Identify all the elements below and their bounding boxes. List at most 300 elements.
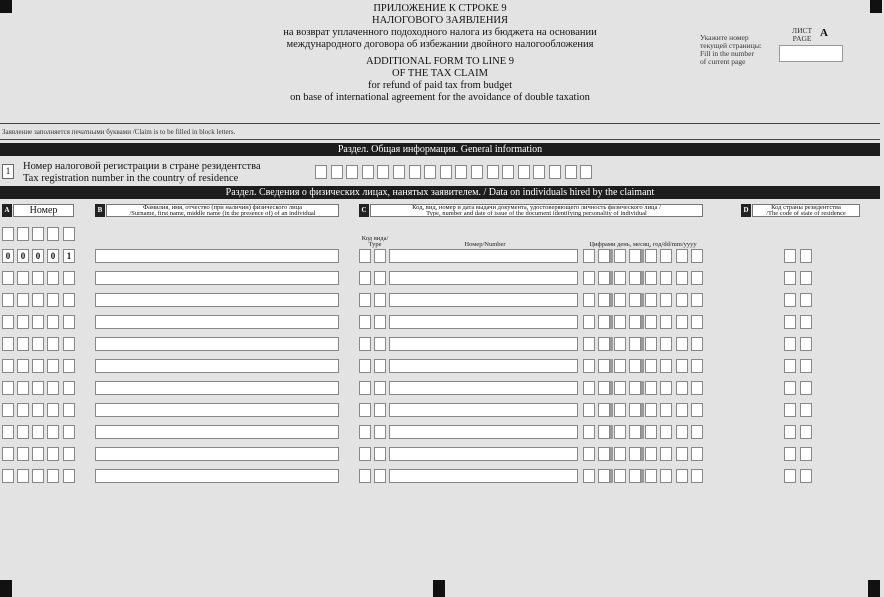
row-doc-date-cell[interactable] — [614, 381, 626, 395]
row-doc-date-cell[interactable] — [583, 381, 595, 395]
row-doc-date-cell[interactable] — [629, 381, 641, 395]
row-doc-date-cell[interactable] — [614, 293, 626, 307]
col-d-label-en: /The code of state of residence — [766, 210, 846, 217]
row-doc-number-field[interactable] — [389, 249, 578, 263]
title-en-line-1: ADDITIONAL FORM TO LINE 9 — [366, 56, 514, 67]
sub-date-label: Цифрами день, месяц, год/dd/mm/yyyy — [589, 241, 697, 248]
row-date-separator — [641, 381, 644, 395]
row-number-cell[interactable] — [2, 337, 14, 351]
row-country-code-cell[interactable] — [800, 249, 812, 263]
row-country-code-cell[interactable] — [784, 447, 796, 461]
fill-note: Заявление заполняется печатными буквами /Claim is to be filled in block letters. — [2, 128, 236, 136]
row-doc-date-cell[interactable] — [598, 271, 610, 285]
row-number-cell[interactable] — [63, 337, 75, 351]
section1-title: Раздел. Общая информация. General information — [0, 143, 880, 156]
page-number-note — [700, 34, 762, 66]
row-number-cell[interactable] — [63, 359, 75, 373]
row-doc-date-cell[interactable] — [691, 425, 703, 439]
section2-title: Раздел. Сведения о физических лицах, нанятых заявителем. / Data on individuals hired by the claimant — [0, 186, 880, 199]
row-date-separator — [641, 271, 644, 285]
row-country-code-cell[interactable] — [800, 425, 812, 439]
row-doc-number-field[interactable] — [389, 403, 578, 417]
row-doc-date-cell[interactable] — [660, 249, 672, 263]
row-doc-date-cell[interactable] — [583, 425, 595, 439]
row-number-cell[interactable] — [63, 447, 75, 461]
row-name-field[interactable] — [95, 359, 339, 373]
row-number-cell[interactable] — [47, 227, 59, 241]
row-doc-type-cell[interactable] — [359, 337, 371, 351]
row-number-cell[interactable] — [2, 447, 14, 461]
row-country-code-cell[interactable] — [800, 403, 812, 417]
row-doc-date-cell[interactable] — [691, 381, 703, 395]
row-doc-date-cell[interactable] — [645, 293, 657, 307]
row-name-field[interactable] — [95, 249, 339, 263]
row-doc-date-cell[interactable] — [598, 337, 610, 351]
row-country-code-cell[interactable] — [784, 359, 796, 373]
row-doc-type-cell[interactable] — [359, 271, 371, 285]
row-doc-date-cell[interactable] — [598, 447, 610, 461]
row-doc-date-cell[interactable] — [645, 403, 657, 417]
page-label — [792, 27, 812, 43]
row-doc-date-cell[interactable] — [629, 447, 641, 461]
col-c-label-en: Type, number and date of issue of the document identifying personality of individual — [426, 210, 647, 217]
row-doc-date-cell[interactable] — [676, 425, 688, 439]
tax-number-cell[interactable] — [565, 165, 577, 179]
row-number-cell[interactable]: 0 — [47, 249, 59, 263]
title-en-line-4: on base of international agreement for the avoidance of double taxation — [290, 92, 590, 103]
col-b-label-en: /Surname, first name, middle name (in the presence of) of an individual — [129, 210, 316, 217]
row-doc-date-cell[interactable] — [614, 447, 626, 461]
row-doc-type-cell[interactable] — [374, 249, 386, 263]
row-doc-date-cell[interactable] — [691, 403, 703, 417]
row-date-separator — [641, 293, 644, 307]
row-country-code-cell[interactable] — [800, 447, 812, 461]
row-doc-date-cell[interactable] — [583, 315, 595, 329]
row-doc-date-cell[interactable] — [691, 447, 703, 461]
row-doc-date-cell[interactable] — [676, 249, 688, 263]
page-number-input[interactable] — [779, 45, 843, 62]
sub-type-ru: Код вида/ — [361, 235, 389, 242]
row-country-code-cell[interactable] — [800, 469, 812, 483]
row-doc-date-cell[interactable] — [645, 337, 657, 351]
row-doc-date-cell[interactable] — [691, 359, 703, 373]
row-number-cell[interactable] — [2, 271, 14, 285]
row-doc-date-cell[interactable] — [691, 469, 703, 483]
row-number-cell[interactable] — [17, 359, 29, 373]
row-number-cell[interactable] — [47, 359, 59, 373]
row-number-cell[interactable]: 0 — [17, 249, 29, 263]
page-note-line-4: of current page — [700, 57, 746, 66]
row-number-cell[interactable] — [47, 381, 59, 395]
row-name-field[interactable] — [95, 403, 339, 417]
tax-number-cell[interactable] — [580, 165, 592, 179]
row-doc-number-field[interactable] — [389, 293, 578, 307]
row-number-cell[interactable] — [32, 403, 44, 417]
tax-number-cell[interactable] — [549, 165, 561, 179]
title-ru-line-1: ПРИЛОЖЕНИЕ К СТРОКЕ 9 — [373, 3, 507, 14]
field1-label-ru: Номер налоговой регистрации в стране резидентства — [23, 161, 261, 172]
row-doc-date-cell[interactable] — [660, 293, 672, 307]
tax-number-cell[interactable] — [502, 165, 514, 179]
row-doc-date-cell[interactable] — [645, 315, 657, 329]
row-doc-date-cell[interactable] — [583, 403, 595, 417]
row-doc-type-cell[interactable] — [374, 315, 386, 329]
row-country-code-cell[interactable] — [800, 381, 812, 395]
row-doc-date-cell[interactable] — [676, 337, 688, 351]
row-country-code-cell[interactable] — [784, 315, 796, 329]
col-d-letter: D — [741, 204, 751, 217]
row-number-cell[interactable] — [2, 425, 14, 439]
row-doc-date-cell[interactable] — [676, 381, 688, 395]
row-date-separator — [610, 359, 613, 373]
col-c-label — [370, 204, 703, 217]
row-doc-date-cell[interactable] — [660, 337, 672, 351]
row-date-separator — [610, 337, 613, 351]
row-number-cell[interactable] — [17, 337, 29, 351]
row-country-code-cell[interactable] — [800, 359, 812, 373]
sub-number-label: Номер/Number — [464, 241, 506, 248]
title-ru-line-2: НАЛОГОВОГО ЗАЯВЛЕНИЯ — [371, 15, 509, 26]
row-doc-date-cell[interactable] — [645, 425, 657, 439]
row-country-code-cell[interactable] — [784, 425, 796, 439]
row-doc-date-cell[interactable] — [583, 271, 595, 285]
row-number-cell[interactable] — [63, 381, 75, 395]
registration-mark-top-left — [0, 0, 12, 13]
row-doc-date-cell[interactable] — [629, 293, 641, 307]
row-number-cell[interactable] — [32, 271, 44, 285]
row-doc-date-cell[interactable] — [660, 315, 672, 329]
tax-number-cell[interactable] — [315, 165, 327, 179]
row-doc-date-cell[interactable] — [583, 469, 595, 483]
row-doc-date-cell[interactable] — [629, 337, 641, 351]
row-number-cell[interactable] — [17, 293, 29, 307]
page-label-en: PAGE — [792, 34, 812, 43]
row-doc-date-cell[interactable] — [583, 359, 595, 373]
row-date-separator — [641, 469, 644, 483]
row-country-code-cell[interactable] — [784, 271, 796, 285]
row-doc-number-field[interactable] — [389, 425, 578, 439]
row-country-code-cell[interactable] — [800, 293, 812, 307]
row-number-cell[interactable] — [2, 293, 14, 307]
row-doc-date-cell[interactable] — [660, 403, 672, 417]
row-doc-type-cell[interactable] — [359, 315, 371, 329]
row-doc-type-cell[interactable] — [374, 425, 386, 439]
row-doc-date-cell[interactable] — [645, 469, 657, 483]
row-doc-date-cell[interactable] — [691, 337, 703, 351]
row-name-field[interactable] — [95, 469, 339, 483]
row-doc-type-cell[interactable] — [359, 293, 371, 307]
tax-number-cell[interactable] — [393, 165, 405, 179]
row-doc-date-cell[interactable] — [676, 469, 688, 483]
col-b-letter: B — [95, 204, 105, 217]
page-note-line-3: Fill in the number — [700, 49, 754, 58]
row-doc-number-field[interactable] — [389, 447, 578, 461]
row-number-cell[interactable] — [17, 469, 29, 483]
row-doc-date-cell[interactable] — [614, 337, 626, 351]
row-doc-date-cell[interactable] — [629, 271, 641, 285]
page-note-line-1: Укажите номер — [700, 33, 749, 42]
row-number-cell[interactable] — [47, 271, 59, 285]
row-doc-date-cell[interactable] — [598, 381, 610, 395]
sub-type-en: Type — [368, 241, 382, 248]
row-date-separator — [610, 271, 613, 285]
tax-number-cell[interactable] — [377, 165, 389, 179]
title-en-line-2: OF THE TAX CLAIM — [392, 68, 488, 79]
row-doc-date-cell[interactable] — [660, 469, 672, 483]
row-number-cell[interactable] — [32, 447, 44, 461]
row-name-field[interactable] — [95, 425, 339, 439]
row-number-cell[interactable] — [47, 447, 59, 461]
row-number-cell[interactable] — [47, 315, 59, 329]
row-doc-date-cell[interactable] — [614, 425, 626, 439]
row-doc-type-cell[interactable] — [374, 271, 386, 285]
row-doc-type-cell[interactable] — [374, 293, 386, 307]
row-doc-number-field[interactable] — [389, 469, 578, 483]
row-doc-number-field[interactable] — [389, 315, 578, 329]
row-number-cell[interactable] — [47, 425, 59, 439]
field1-number: 1 — [2, 164, 14, 179]
row-number-cell[interactable] — [47, 293, 59, 307]
row-doc-date-cell[interactable] — [598, 315, 610, 329]
row-number-cell[interactable] — [2, 359, 14, 373]
row-doc-date-cell[interactable] — [691, 249, 703, 263]
col-c-letter: C — [359, 204, 369, 217]
row-doc-date-cell[interactable] — [598, 249, 610, 263]
row-doc-date-cell[interactable] — [598, 403, 610, 417]
row-country-code-cell[interactable] — [800, 315, 812, 329]
page-letter: A — [820, 27, 828, 39]
row-date-separator — [641, 359, 644, 373]
col-d-label-ru: Код страны резидентства — [771, 204, 841, 211]
col-a-letter: A — [2, 204, 12, 217]
row-name-field[interactable] — [95, 271, 339, 285]
row-doc-type-cell[interactable] — [359, 447, 371, 461]
row-number-cell[interactable] — [17, 271, 29, 285]
tax-number-cell[interactable] — [362, 165, 374, 179]
row-name-field[interactable] — [95, 337, 339, 351]
row-doc-date-cell[interactable] — [614, 271, 626, 285]
row-number-cell[interactable] — [17, 425, 29, 439]
row-doc-number-field[interactable] — [389, 337, 578, 351]
row-doc-date-cell[interactable] — [583, 337, 595, 351]
tax-number-cell[interactable] — [533, 165, 545, 179]
row-number-cell[interactable] — [63, 403, 75, 417]
row-number-cell[interactable] — [32, 381, 44, 395]
row-doc-date-cell[interactable] — [645, 447, 657, 461]
divider-top — [0, 123, 880, 124]
row-doc-type-cell[interactable] — [359, 249, 371, 263]
row-doc-date-cell[interactable] — [629, 315, 641, 329]
row-doc-date-cell[interactable] — [660, 447, 672, 461]
title-ru-line-4: международного договора об избежании двойного налогообложения — [286, 39, 594, 50]
title-ru-line-3: на возврат уплаченного подоходного налога из бюджета на основании — [283, 27, 597, 38]
row-doc-date-cell[interactable] — [614, 249, 626, 263]
row-doc-date-cell[interactable] — [629, 469, 641, 483]
row-doc-date-cell[interactable] — [598, 425, 610, 439]
row-doc-date-cell[interactable] — [676, 359, 688, 373]
row-country-code-cell[interactable] — [784, 337, 796, 351]
row-number-cell[interactable] — [63, 469, 75, 483]
row-doc-number-field[interactable] — [389, 271, 578, 285]
row-doc-date-cell[interactable] — [629, 359, 641, 373]
row-date-separator — [641, 425, 644, 439]
row-country-code-cell[interactable] — [784, 403, 796, 417]
row-doc-type-cell[interactable] — [374, 359, 386, 373]
tax-number-cell[interactable] — [424, 165, 436, 179]
row-number-cell[interactable] — [2, 469, 14, 483]
row-date-separator — [641, 249, 644, 263]
row-doc-date-cell[interactable] — [691, 315, 703, 329]
row-doc-date-cell[interactable] — [676, 315, 688, 329]
row-number-cell[interactable] — [2, 227, 14, 241]
row-number-cell[interactable] — [63, 425, 75, 439]
row-doc-date-cell[interactable] — [660, 271, 672, 285]
tax-number-cell[interactable] — [409, 165, 421, 179]
col-d-label — [752, 204, 860, 217]
col-b-label-ru: Фамилия, имя, отчество (при наличии) физического лица — [143, 204, 302, 211]
row-number-cell[interactable] — [2, 381, 14, 395]
row-number-cell[interactable] — [63, 293, 75, 307]
row-doc-date-cell[interactable] — [583, 249, 595, 263]
row-number-cell[interactable] — [63, 227, 75, 241]
row-doc-date-cell[interactable] — [676, 403, 688, 417]
row-country-code-cell[interactable] — [800, 337, 812, 351]
tax-number-cell[interactable] — [331, 165, 343, 179]
row-doc-date-cell[interactable] — [583, 447, 595, 461]
row-date-separator — [610, 403, 613, 417]
row-doc-date-cell[interactable] — [691, 293, 703, 307]
col-b-label — [106, 204, 339, 217]
row-date-separator — [610, 381, 613, 395]
row-number-cell[interactable] — [2, 315, 14, 329]
row-doc-date-cell[interactable] — [598, 469, 610, 483]
row-doc-date-cell[interactable] — [660, 359, 672, 373]
row-date-separator — [610, 469, 613, 483]
row-doc-date-cell[interactable] — [676, 271, 688, 285]
row-doc-number-field[interactable] — [389, 381, 578, 395]
row-number-cell[interactable] — [47, 403, 59, 417]
tax-number-cell[interactable] — [487, 165, 499, 179]
row-date-separator — [641, 403, 644, 417]
row-number-cell[interactable] — [32, 227, 44, 241]
row-number-cell[interactable] — [47, 337, 59, 351]
row-doc-date-cell[interactable] — [614, 315, 626, 329]
row-number-cell[interactable] — [17, 227, 29, 241]
row-number-cell[interactable] — [32, 469, 44, 483]
row-number-cell[interactable] — [32, 337, 44, 351]
row-number-cell[interactable] — [32, 293, 44, 307]
row-doc-date-cell[interactable] — [691, 271, 703, 285]
title-en-line-3: for refund of paid tax from budget — [367, 80, 513, 91]
row-doc-date-cell[interactable] — [614, 469, 626, 483]
tax-number-cell[interactable] — [471, 165, 483, 179]
row-doc-type-cell[interactable] — [374, 337, 386, 351]
row-doc-type-cell[interactable] — [374, 447, 386, 461]
row-doc-date-cell[interactable] — [583, 293, 595, 307]
row-country-code-cell[interactable] — [784, 469, 796, 483]
row-doc-type-cell[interactable] — [359, 359, 371, 373]
row-number-cell[interactable] — [32, 315, 44, 329]
row-doc-date-cell[interactable] — [645, 359, 657, 373]
tax-number-cell[interactable] — [440, 165, 452, 179]
row-number-cell[interactable] — [17, 315, 29, 329]
row-doc-date-cell[interactable] — [614, 403, 626, 417]
row-doc-date-cell[interactable] — [676, 293, 688, 307]
registration-mark-top-right — [870, 0, 882, 13]
row-number-cell[interactable] — [32, 425, 44, 439]
row-country-code-cell[interactable] — [800, 271, 812, 285]
divider-note — [0, 139, 880, 140]
row-doc-date-cell[interactable] — [629, 403, 641, 417]
row-number-cell[interactable]: 1 — [63, 249, 75, 263]
row-doc-type-cell[interactable] — [374, 381, 386, 395]
title-en — [240, 56, 640, 104]
row-date-separator — [610, 315, 613, 329]
row-number-cell[interactable] — [17, 381, 29, 395]
row-number-cell[interactable]: 0 — [32, 249, 44, 263]
row-country-code-cell[interactable] — [784, 293, 796, 307]
row-doc-date-cell[interactable] — [614, 359, 626, 373]
row-number-cell[interactable] — [17, 447, 29, 461]
registration-mark-bottom-left — [0, 580, 12, 597]
row-doc-date-cell[interactable] — [660, 381, 672, 395]
row-name-field[interactable] — [95, 315, 339, 329]
row-name-field[interactable] — [95, 381, 339, 395]
registration-mark-bottom-right — [868, 580, 880, 597]
title-ru — [240, 3, 640, 51]
row-doc-type-cell[interactable] — [359, 469, 371, 483]
row-number-cell[interactable] — [47, 469, 59, 483]
row-country-code-cell[interactable] — [784, 381, 796, 395]
row-doc-type-cell[interactable] — [359, 403, 371, 417]
col-a-label: Номер — [13, 204, 74, 217]
row-doc-type-cell[interactable] — [374, 403, 386, 417]
row-doc-date-cell[interactable] — [598, 359, 610, 373]
row-doc-date-cell[interactable] — [629, 249, 641, 263]
row-date-separator — [610, 425, 613, 439]
row-date-separator — [641, 447, 644, 461]
page-label-ru: ЛИСТ — [792, 26, 813, 35]
row-doc-type-cell[interactable] — [359, 425, 371, 439]
row-doc-date-cell[interactable] — [645, 381, 657, 395]
row-doc-date-cell[interactable] — [598, 293, 610, 307]
field1-label-en: Tax registration number in the country of residence — [23, 173, 239, 184]
row-number-cell[interactable]: 0 — [2, 249, 14, 263]
row-doc-date-cell[interactable] — [645, 249, 657, 263]
tax-number-cell[interactable] — [455, 165, 467, 179]
row-doc-type-cell[interactable] — [359, 381, 371, 395]
row-doc-date-cell[interactable] — [676, 447, 688, 461]
row-number-cell[interactable] — [63, 271, 75, 285]
row-doc-date-cell[interactable] — [629, 425, 641, 439]
row-name-field[interactable] — [95, 293, 339, 307]
tax-number-cell[interactable] — [518, 165, 530, 179]
tax-number-cell[interactable] — [346, 165, 358, 179]
row-doc-type-cell[interactable] — [374, 469, 386, 483]
row-number-cell[interactable] — [17, 403, 29, 417]
row-name-field[interactable] — [95, 447, 339, 461]
row-doc-date-cell[interactable] — [660, 425, 672, 439]
col-c-label-ru: Код, вид, номер и дата выдачи документа, удостоверяющего личность физического лица / — [412, 204, 661, 211]
row-number-cell[interactable] — [2, 403, 14, 417]
row-country-code-cell[interactable] — [784, 249, 796, 263]
row-number-cell[interactable] — [63, 315, 75, 329]
row-date-separator — [641, 337, 644, 351]
row-doc-number-field[interactable] — [389, 359, 578, 373]
row-doc-date-cell[interactable] — [645, 271, 657, 285]
row-number-cell[interactable] — [32, 359, 44, 373]
page-note-line-2: текущей страницы: — [700, 41, 762, 50]
